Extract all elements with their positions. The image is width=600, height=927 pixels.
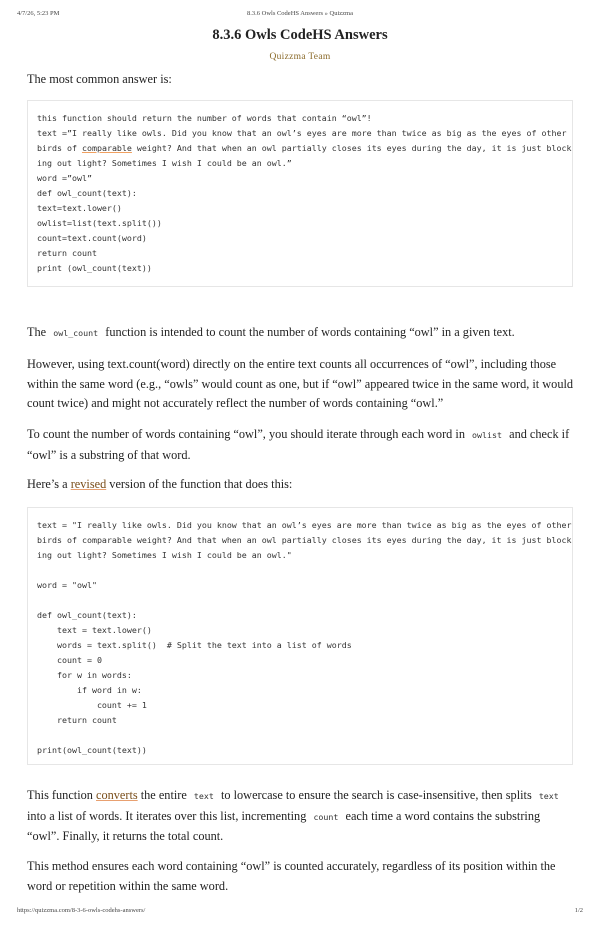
inline-code: owl_count bbox=[53, 328, 99, 338]
author-link[interactable]: Quizzma Team bbox=[269, 52, 331, 62]
text: To count the number of words containing “owl”, you should iterate through each word in bbox=[27, 427, 469, 441]
spellcheck-word: comparable bbox=[81, 143, 132, 153]
text: the entire bbox=[137, 788, 190, 802]
code-line: word =”owl” bbox=[37, 173, 92, 183]
paragraph-1 bbox=[27, 323, 575, 344]
text: to lowercase to ensure the search is case-insensitive, then splits bbox=[217, 788, 535, 802]
page-title: 8.3.6 Owls CodeHS Answers bbox=[212, 27, 388, 43]
inline-code: text bbox=[193, 791, 214, 801]
code-block-revised: text = "I really like owls. Did you know that an owl’s eyes are more than twice as big as the eyes of other birds of comparable weight? And that when an owl partially closes its eyes during the day, it is just block ing out light? Sometimes I wish I could be an owl." word = "owl" def owl_count(text): text = text.lower() words = text.split() # Split the text into a list of words count = 0 for w in words: if word in w: count += 1 return count print(owl_count(text)) bbox=[27, 507, 573, 765]
code-line: print (owl_count(text)) bbox=[37, 263, 152, 273]
code-text: birds of bbox=[37, 143, 82, 153]
text: into a list of words. It iterates over this list, incrementing bbox=[27, 808, 310, 823]
revised-link[interactable]: revised bbox=[70, 477, 107, 491]
intro-text: The most common answer is: bbox=[27, 72, 172, 86]
paragraph-6: This method ensures each word containing “owl” is counted accurately, regardless of its position within the word or repetition within the same word. bbox=[27, 859, 556, 893]
code-line: this function should return the number of words that contain “owl”! bbox=[37, 113, 372, 123]
code-block-original bbox=[27, 100, 573, 287]
print-url: https://quizzma.com/8-3-6-owls-codehs-answers/ bbox=[17, 907, 146, 914]
code-line bbox=[37, 141, 572, 156]
print-page-number: 1/2 bbox=[574, 907, 583, 914]
code-line: def owl_count(text): bbox=[37, 188, 137, 198]
paragraph-4 bbox=[27, 475, 575, 495]
text: each time a word contains the substring “owl”. Finally, it returns the total count. bbox=[27, 808, 541, 844]
inline-code: owlist bbox=[472, 430, 503, 440]
code-line: text =”I really like owls. Did you know that an owl’s eyes are more than twice as big as the eyes of other bbox=[37, 128, 567, 138]
converts-link[interactable]: converts bbox=[96, 788, 138, 802]
text: This function bbox=[27, 788, 96, 802]
code-line: text=text.lower() bbox=[37, 203, 122, 213]
text: The bbox=[27, 325, 50, 339]
inline-code: count bbox=[313, 811, 339, 822]
code-line: return count bbox=[37, 248, 97, 258]
paragraph-3 bbox=[27, 425, 575, 465]
print-page-title: 8.3.6 Owls CodeHS Answers » Quizzma bbox=[247, 10, 353, 17]
code-line: owlist=list(text.split()) bbox=[37, 218, 162, 228]
text: function is intended to count the number of words containing “owl” in a given text. bbox=[102, 325, 515, 339]
text: Here’s a bbox=[27, 477, 71, 491]
inline-code: text bbox=[538, 791, 559, 801]
text: version of the function that does this: bbox=[106, 477, 293, 491]
code-text: weight? And that when an owl partially closes its eyes during the day, it is just block bbox=[131, 143, 572, 153]
text: and check if “owl” is a substring of that word. bbox=[27, 427, 570, 462]
paragraph-2: However, using text.count(word) directly on the entire text counts all occurrences of “owl”, including those within the same word (e.g., “owls” would count as one, but if “owl” appeared twice in the same word, it would count twice) and might not accurately reflect the number of words containing “owl.” bbox=[27, 357, 574, 411]
print-datetime: 4/7/26, 5:23 PM bbox=[17, 10, 60, 17]
code-line: ing out light? Sometimes I wish I could be an owl.” bbox=[37, 158, 292, 168]
paragraph-5 bbox=[27, 786, 575, 847]
code-line: count=text.count(word) bbox=[37, 233, 147, 243]
